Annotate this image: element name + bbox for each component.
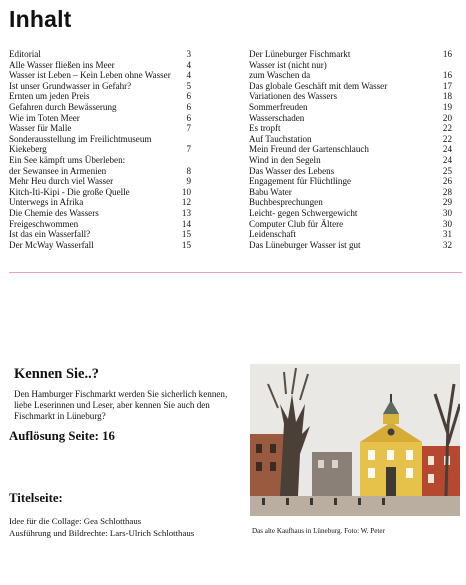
toc-entry xyxy=(9,229,191,240)
toc-entry xyxy=(9,113,191,124)
toc-entry-title: Mehr Heu durch viel Wasser xyxy=(9,176,114,187)
toc-entry-title: Kiekeberg xyxy=(9,144,47,155)
toc-entry-page: 25 xyxy=(442,165,452,176)
page-title: Inhalt xyxy=(9,6,72,32)
titelseite-heading: Titelseite: xyxy=(9,491,63,505)
toc-entry-page: 17 xyxy=(442,80,452,91)
toc-entry-page: 15 xyxy=(181,229,191,240)
toc-entry-title: Kitch-Iti-Kipi - Die große Quelle xyxy=(9,186,130,197)
toc-entry xyxy=(9,81,191,92)
toc-entry-page: 5 xyxy=(186,80,191,91)
toc-entry-title: Leicht- gegen Schwergewicht xyxy=(249,207,358,218)
toc-entry xyxy=(9,102,191,113)
toc-entry-page: 6 xyxy=(186,101,191,112)
toc-entry-title: zum Waschen da xyxy=(249,70,311,81)
toc-entry-page: 6 xyxy=(186,91,191,102)
solution-page-hint: Auflösung Seite: 16 xyxy=(9,429,115,443)
toc-entry-title: Ernten um jeden Preis xyxy=(9,91,90,102)
toc-entry-title: Wasserschaden xyxy=(249,112,305,123)
toc-entry xyxy=(249,70,452,81)
toc-entry xyxy=(9,60,191,71)
toc-entry-title: Wind in den Segeln xyxy=(249,154,321,165)
toc-entry xyxy=(249,102,452,113)
toc-entry-page: 19 xyxy=(442,101,452,112)
toc-entry xyxy=(249,144,452,155)
toc-entry xyxy=(249,208,452,219)
toc-entry-page: 4 xyxy=(186,59,191,70)
toc-entry-page: 28 xyxy=(442,186,452,197)
toc-entry xyxy=(249,134,452,145)
toc-entry-page: 30 xyxy=(442,218,452,229)
kaufhaus-photo xyxy=(250,364,460,516)
toc-entry-page: 6 xyxy=(186,112,191,123)
toc-entry-page: 10 xyxy=(181,186,191,197)
toc-entry xyxy=(9,208,191,219)
toc-entry xyxy=(9,197,191,208)
toc-entry xyxy=(249,166,452,177)
toc-entry-page: 18 xyxy=(442,91,452,102)
toc-entry xyxy=(249,219,452,230)
cover-credits xyxy=(9,516,194,539)
toc-entry-title: Engagement für Flüchtlinge xyxy=(249,176,352,187)
toc-entry-page: 4 xyxy=(186,70,191,81)
kennen-text: Den Hamburger Fischmarkt werden Sie sicherlich kennen, liebe Leserinnen und Leser, aber kennen Sie auch den Fischmarkt in Lüneburg? xyxy=(14,389,228,421)
toc-entry-page: 22 xyxy=(442,133,452,144)
toc-entry-page: 3 xyxy=(186,49,191,59)
toc-entry xyxy=(249,91,452,102)
toc-entry-title: Alle Wasser fließen ins Meer xyxy=(9,59,115,70)
toc-entry-page: 7 xyxy=(186,123,191,134)
toc-entry xyxy=(249,197,452,208)
toc-entry-title: Auf Tauchstation xyxy=(249,133,312,144)
toc-entry xyxy=(249,60,452,71)
toc-entry xyxy=(249,113,452,124)
toc-entry-page: 13 xyxy=(181,207,191,218)
execution-rights-credit: Ausführung und Bildrechte: Lars-Ulrich Schlotthaus xyxy=(9,527,195,538)
toc-entry-title: Der McWay Wasserfall xyxy=(9,239,94,250)
toc-entry-page: 24 xyxy=(442,154,452,165)
toc-entry-page: 32 xyxy=(442,239,452,250)
toc-entry-page: 30 xyxy=(442,207,452,218)
toc-entry-page: 29 xyxy=(442,197,452,208)
toc-entry xyxy=(9,70,191,81)
toc-entry xyxy=(249,176,452,187)
toc-entry-title: Computer Club für Ältere xyxy=(249,218,344,229)
toc-entry-page: 9 xyxy=(186,176,191,187)
toc-entry-title: Es tropft xyxy=(249,123,281,134)
toc-entry-title: Der Lüneburger Fischmarkt xyxy=(249,49,351,59)
toc-entry xyxy=(249,155,452,166)
toc-entry-title: Babu Water xyxy=(249,186,292,197)
toc-entry xyxy=(9,176,191,187)
toc-entry-title: Das Wasser des Lebens xyxy=(249,165,335,176)
toc-entry-page: 7 xyxy=(186,144,191,155)
toc-entry-page: 26 xyxy=(442,176,452,187)
toc-entry xyxy=(9,49,191,60)
toc-entry xyxy=(249,229,452,240)
toc-entry xyxy=(249,187,452,198)
toc-left-column xyxy=(9,49,191,250)
toc-entry-page: 16 xyxy=(442,49,452,59)
kennen-heading: Kennen Sie..? xyxy=(14,366,99,382)
toc-entry-title: Gefahren durch Bewässerung xyxy=(9,101,117,112)
toc-entry xyxy=(9,134,191,145)
toc-entry-page: 14 xyxy=(181,218,191,229)
toc-entry xyxy=(9,187,191,198)
toc-entry-page: 15 xyxy=(181,239,191,250)
toc-entry-page: 16 xyxy=(442,70,452,81)
toc-entry-title: Ist das ein Wasserfall? xyxy=(9,229,91,240)
toc-entry-page: 12 xyxy=(181,197,191,208)
toc-entry-title: Freigeschwommen xyxy=(9,218,79,229)
toc-right-column xyxy=(249,49,452,250)
toc-entry xyxy=(9,219,191,230)
toc-entry-page: 22 xyxy=(442,123,452,134)
toc-entry-title: Buchbesprechungen xyxy=(249,197,323,208)
toc-entry-title: Das Lüneburger Wasser ist gut xyxy=(249,239,361,250)
toc-entry-title: Wasser für Malle xyxy=(9,123,72,134)
toc-entry-title: Das globale Geschäft mit dem Wasser xyxy=(249,80,388,91)
collage-idea-credit: Idee für die Collage: Gea Schlotthaus xyxy=(9,516,142,526)
toc-entry xyxy=(249,123,452,134)
kaufhaus-photo-illustration xyxy=(250,364,460,516)
toc-entry-title: Ein See kämpft ums Überleben: xyxy=(9,154,126,165)
toc-entry-title: Editorial xyxy=(9,49,41,59)
toc-entry-title: Wasser ist Leben – Kein Leben ohne Wasser xyxy=(9,70,171,81)
toc-entry xyxy=(9,166,191,177)
section-divider xyxy=(9,272,462,273)
toc-entry xyxy=(9,144,191,155)
toc-entry xyxy=(249,240,452,251)
toc-entry-title: Sommerfreuden xyxy=(249,101,308,112)
toc-entry xyxy=(9,240,191,251)
toc-entry-page: 8 xyxy=(186,165,191,176)
toc-entry-page: 24 xyxy=(442,144,452,155)
toc-entry-title: Mein Freund der Gartenschlauch xyxy=(249,144,369,155)
toc-entry-title: Wie im Toten Meer xyxy=(9,112,80,123)
toc-entry-page: 31 xyxy=(442,229,452,240)
toc-entry xyxy=(249,81,452,92)
toc-entry-title: Leidenschaft xyxy=(249,229,296,240)
toc-entry-title: Ist unser Grundwasser in Gefahr? xyxy=(9,80,132,91)
toc-entry-page: 20 xyxy=(442,112,452,123)
photo-caption: Das alte Kaufhaus in Lüneburg. Foto: W. Peter xyxy=(252,527,385,535)
toc-entry xyxy=(9,123,191,134)
toc-entry-title: Unterwegs in Afrika xyxy=(9,197,84,208)
toc-entry-title: Wasser ist (nicht nur) xyxy=(249,59,327,70)
toc-entry-title: Sonderausstellung im Freilichtmuseum xyxy=(9,133,152,144)
toc-entry-title: der Sewansee in Armenien xyxy=(9,165,107,176)
toc-entry xyxy=(9,155,191,166)
toc-entry xyxy=(249,49,452,60)
toc-entry xyxy=(9,91,191,102)
toc-entry-title: Variationen des Wassers xyxy=(249,91,337,102)
toc-entry-title: Die Chemie des Wassers xyxy=(9,207,99,218)
